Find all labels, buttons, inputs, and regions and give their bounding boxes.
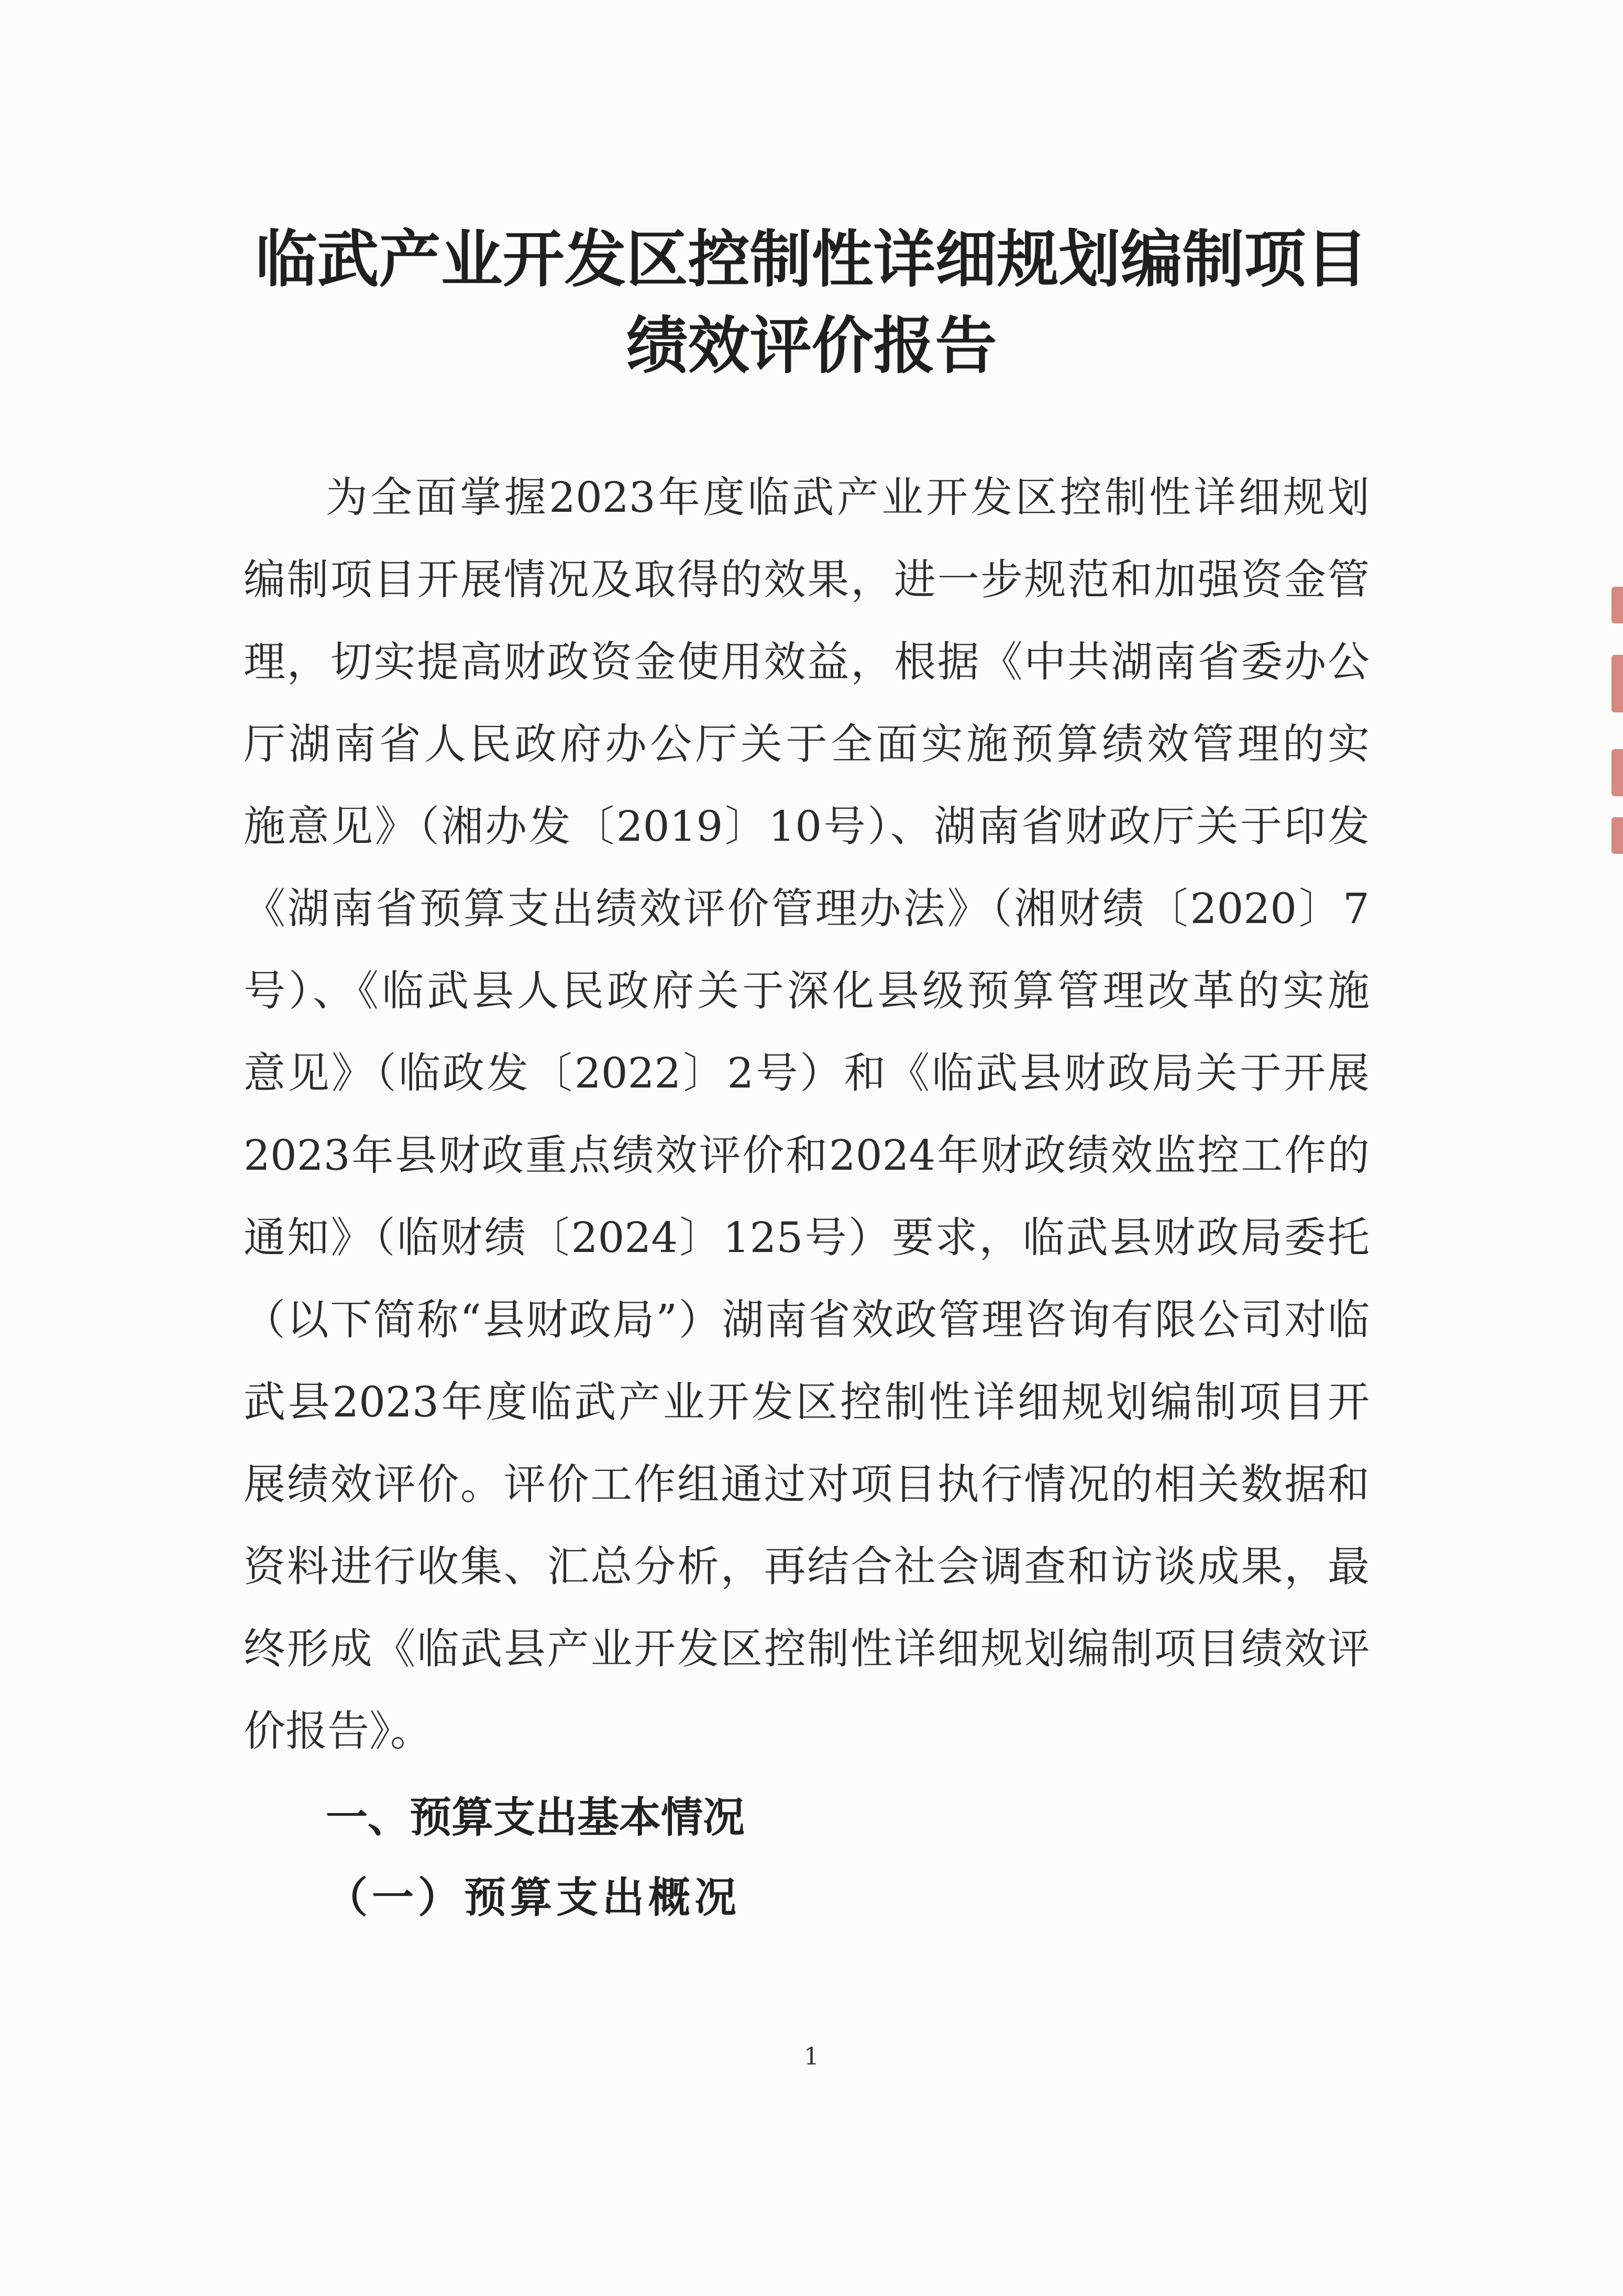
paragraph-line: 施意见》（湘办发〔2019〕10号）、湖南省财政厅关于印发 [244, 802, 1370, 851]
subsection-heading: （一）预算支出概况 [326, 1873, 741, 1922]
page-number: 1 [803, 2042, 820, 2070]
paragraph-line: 号）、《临武县人民政府关于深化县级预算管理改革的实施 [244, 966, 1370, 1015]
paragraph-line: 2023年县财政重点绩效评价和2024年财政绩效监控工作的 [244, 1131, 1370, 1180]
paragraph-line: 理，切实提高财政资金使用效益，根据《中共湖南省委办公 [244, 638, 1370, 686]
paragraph-line: 意见》（临政发〔2022〕2号）和《临武县财政局关于开展 [244, 1049, 1370, 1097]
paragraph-line: （以下简称“县财政局”）湖南省效政管理咨询有限公司对临 [244, 1295, 1370, 1344]
paragraph-line: 资料进行收集、汇总分析，再结合社会调查和访谈成果，最 [244, 1542, 1370, 1591]
paragraph-line: 展绩效评价。评价工作组通过对项目执行情况的相关数据和 [244, 1460, 1370, 1509]
section-heading: 一、预算支出基本情况 [326, 1793, 745, 1842]
paragraph-line: 终形成《临武县产业开发区控制性详细规划编制项目绩效评 [244, 1624, 1370, 1673]
report-title-line-1: 临武产业开发区控制性详细规划编制项目 [255, 223, 1368, 295]
paragraph-line: 通知》（临财绩〔2024〕125号）要求，临武县财政局委托 [244, 1213, 1370, 1262]
report-title-line-2: 绩效评价报告 [626, 310, 997, 382]
seal-edge-mark [1611, 587, 1623, 623]
paragraph-line: 《湖南省预算支出绩效评价管理办法》（湘财绩〔2020〕7 [244, 884, 1370, 933]
paragraph-line: 厅湖南省人民政府办公厅关于全面实施预算绩效管理的实 [244, 720, 1370, 768]
paragraph-line: 价报告》。 [244, 1707, 432, 1755]
paragraph-line: 武县2023年度临武产业开发区控制性详细规划编制项目开 [244, 1378, 1370, 1426]
seal-edge-mark [1611, 817, 1623, 854]
seal-edge-mark [1611, 655, 1623, 712]
paragraph-line: 为全面掌握2023年度临武产业开发区控制性详细规划 [326, 473, 1370, 522]
seal-edge-mark [1611, 749, 1623, 796]
paragraph-line: 编制项目开展情况及取得的效果，进一步规范和加强资金管 [244, 555, 1370, 604]
